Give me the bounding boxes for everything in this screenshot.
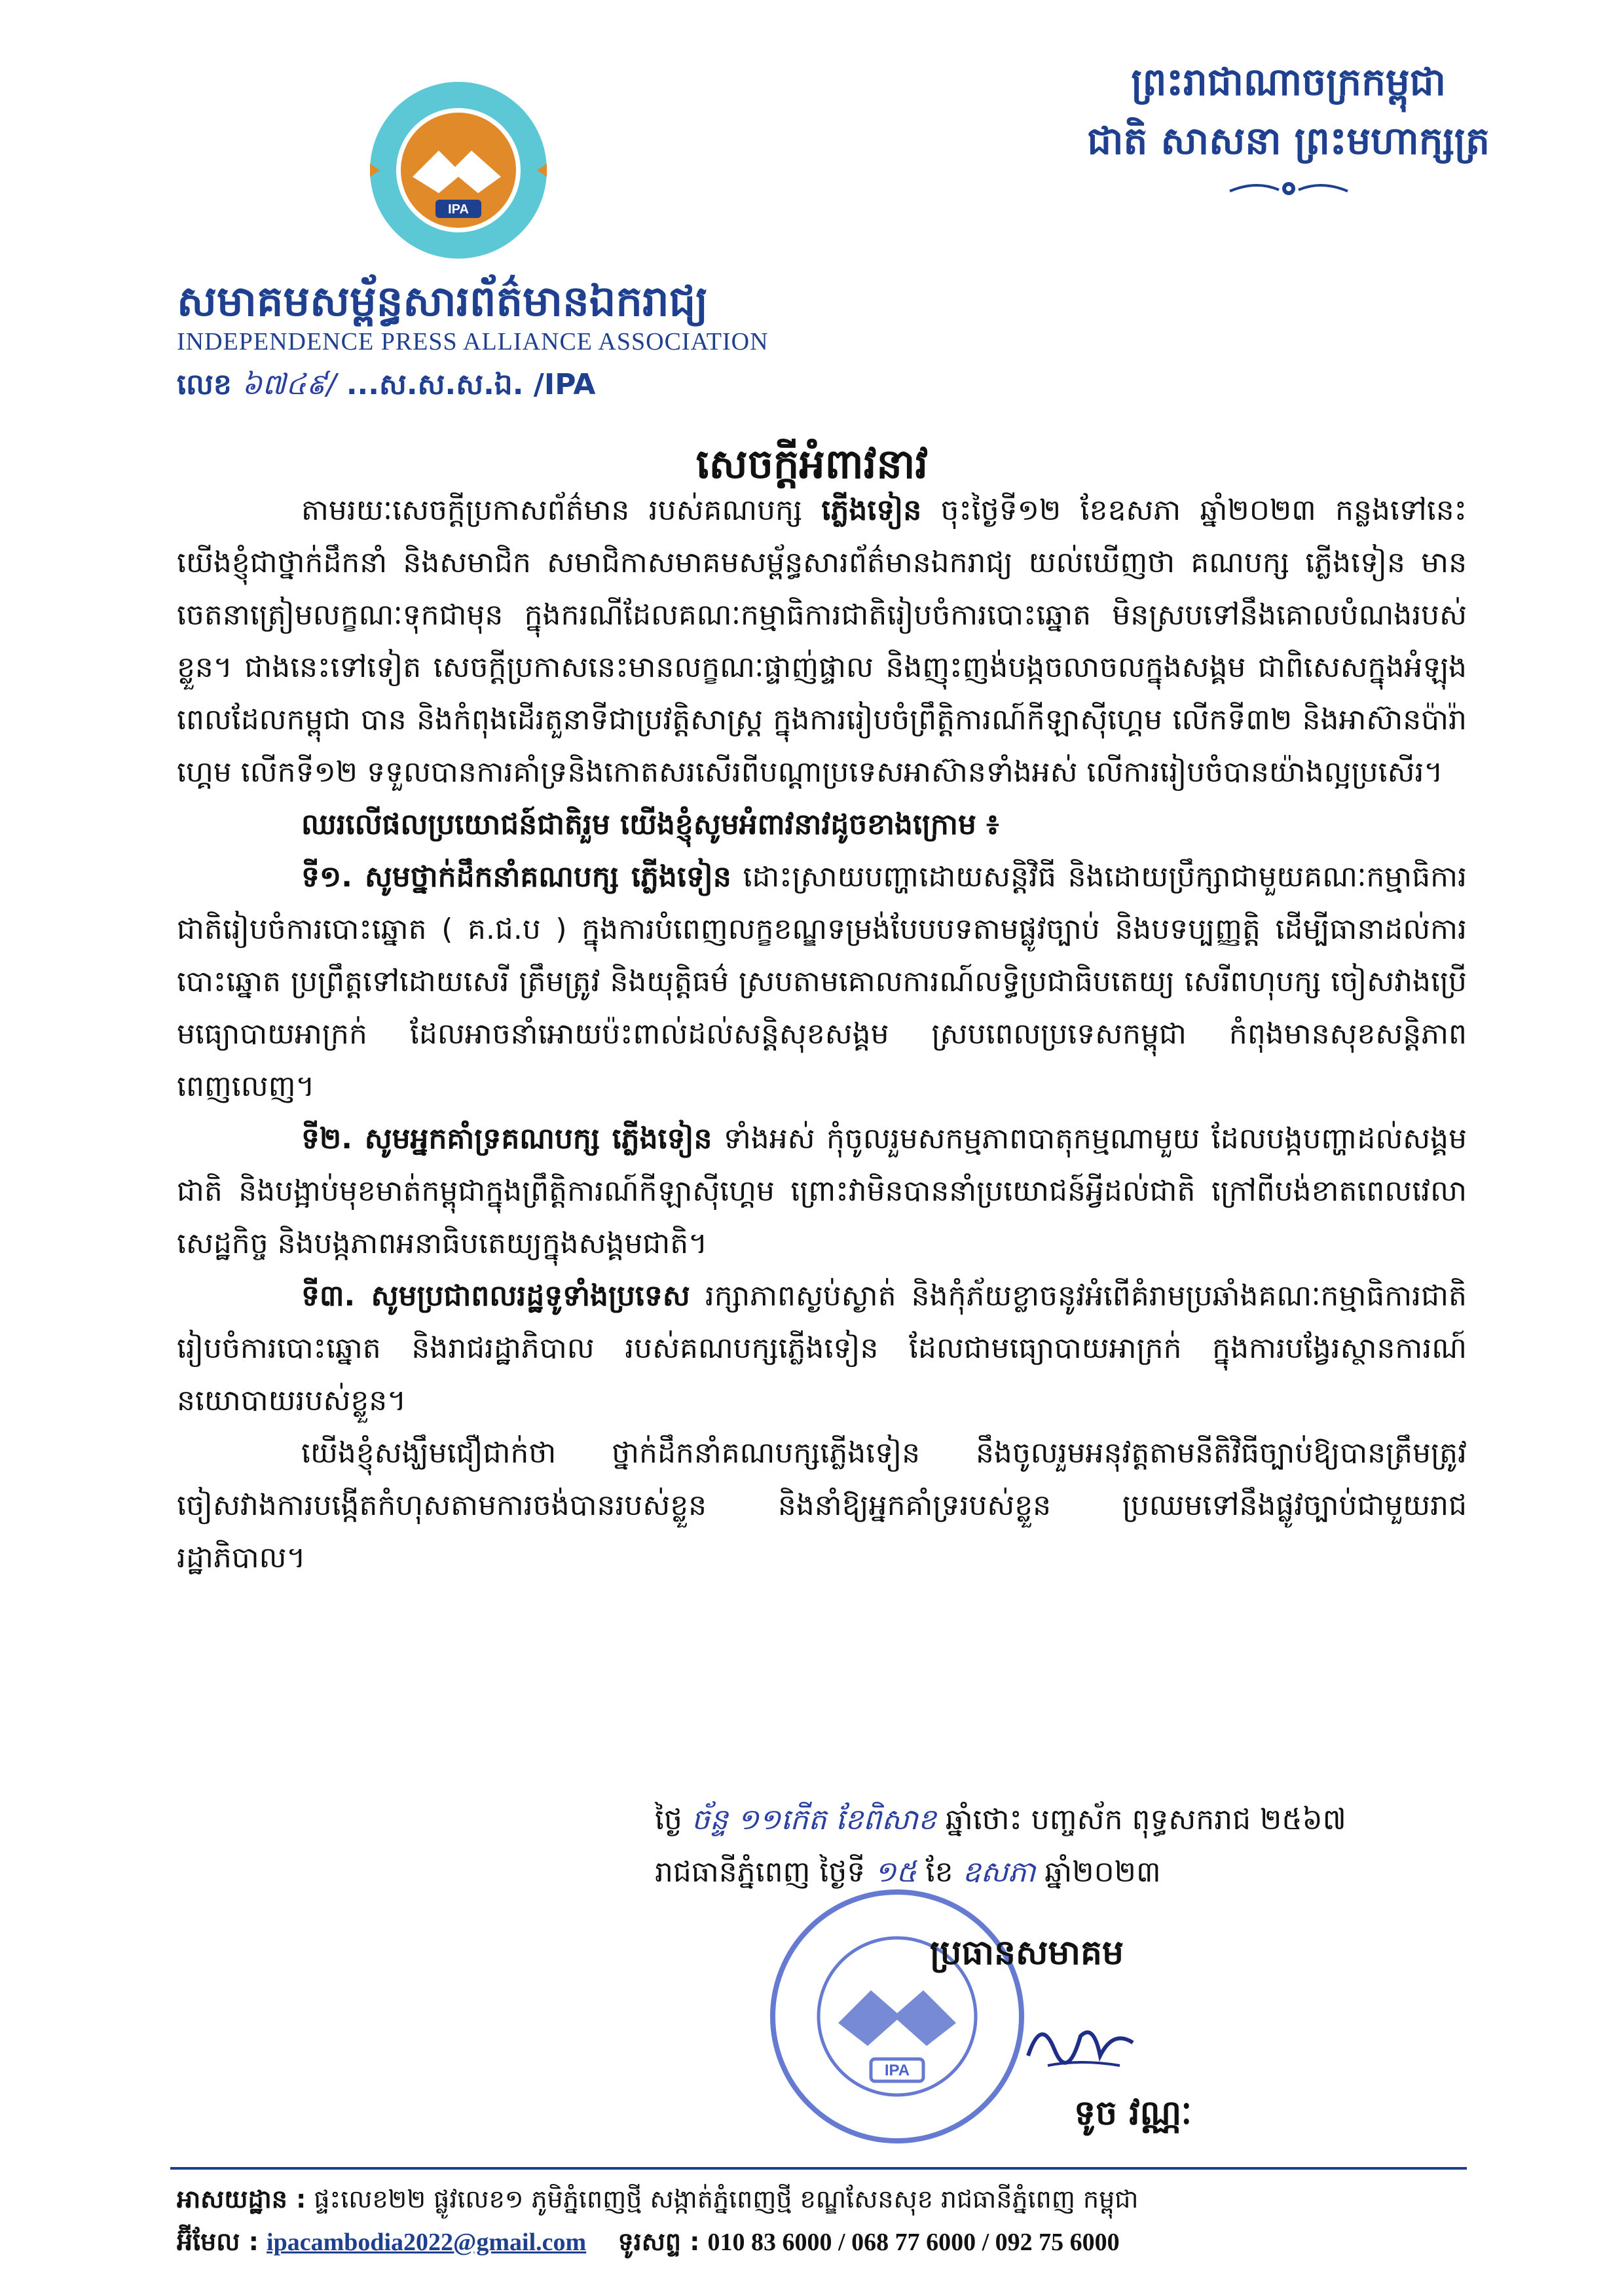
email-label: អ៊ីមែល : — [177, 2227, 259, 2256]
footer-contact — [177, 2226, 1120, 2263]
lunar-handwritten: ច័ន្ទ ១១កើត ខែពិសាខ — [691, 1803, 936, 1836]
seal-abbr: IPA — [884, 2062, 910, 2079]
solar-month-label: ខែ — [925, 1855, 953, 1889]
official-seal — [766, 1886, 1028, 2147]
solar-day: ១៥ — [874, 1855, 917, 1889]
phone-numbers: 010 83 6000 / 068 77 6000 / 092 75 6000 — [707, 2229, 1120, 2256]
intro-text-b: ចុះថ្ងៃទី១២ ខែឧសភា ឆ្នាំ២០២៣ កន្លងទៅនេះ យើងខ្ញុំជាថ្នាក់ដឹកនាំ និងសមាជិក សមាជិកាសមាគមសម្ព័ន្ធសារព័ត៌មានឯករាជ្យ យល់ឃើញថា គណបក្ស ភ្លើងទៀន មានចេតនាត្រៀមលក្ខណៈទុកជាមុន ក្នុងករណីដែលគណៈកម្មាធិការជាតិរៀបចំការបោះឆ្នោត មិនស្របទៅនឹងគោលបំណងរបស់ខ្លួន។ ជាងនេះទៅទៀត សេចក្តីប្រកាសនេះមានលក្ខណៈផ្ទាញ់ផ្ទាល និងញុះញង់បង្កចលាចលក្នុងសង្គម ជាពិសេសក្នុងអំឡុងពេលដែលកម្ពុជា បាន និងកំពុងដើរតួនាទីជាប្រវត្តិសាស្ត្រ ក្នុងការរៀបចំព្រឹត្តិការណ៍កីឡាស៊ីហ្គេម លើកទី៣២ និងអាស៊ានប៉ារ៉ាហ្គេម លើកទី១២ ទទួលបានការគាំទ្រនិងកោតសរសើរពីបណ្តាប្រទេសអាស៊ានទាំងអស់ លើការរៀបចំបានយ៉ាងល្អប្រសើរ។ — [177, 494, 1467, 789]
address-label: អាសយដ្ឋាន : — [177, 2185, 306, 2214]
association-name-kh: សមាគមសម្ព័ន្ធសារព័ត៌មានឯករាជ្យ — [177, 278, 709, 326]
reference-number — [177, 367, 595, 409]
point-3-lead: ទី៣. សូមប្រជាពលរដ្ឋទូទាំងប្រទេស — [301, 1279, 690, 1313]
document-body — [177, 484, 1467, 1584]
paragraph-closing: យើងខ្ញុំសង្ឃឹមជឿជាក់ថា ថ្នាក់ដឹកនាំគណបក្សភ្លើងទៀន នឹងចូលរួមអនុវត្តតាមនីតិវិធីច្បាប់ឱ្យបានត្រឹមត្រូវ ចៀសវាងការបង្កើតកំហុសតាមការចង់បានរបស់ខ្លួន និងនាំឱ្យអ្នកគាំទ្ររបស់ខ្លួន ប្រឈមទៅនឹងផ្លូវច្បាប់ជាមួយរាជរដ្ឋាភិបាល។ — [177, 1436, 1467, 1575]
intro-text-a: តាមរយៈសេចក្តីប្រកាសព័ត៌មាន របស់គណបក្ស — [301, 494, 803, 527]
solar-prefix: រាជធានីភ្នំពេញ ថ្ងៃទី — [655, 1855, 866, 1889]
lunar-date — [655, 1794, 1467, 1846]
ref-suffix: ...ស.ស.ស.ឯ. /IPA — [346, 368, 596, 401]
motto-line: ជាតិ សាសនា ព្រះមហាក្សត្រ — [1087, 118, 1490, 163]
handwritten-signature — [1022, 2003, 1139, 2082]
document-title: សេចក្តីអំពាវនាវ — [695, 440, 929, 488]
kingdom-header — [1087, 52, 1490, 203]
ornament-icon — [1223, 177, 1354, 203]
president-title: ប្រធានសមាគម — [930, 1933, 1124, 1973]
lunar-prefix: ថ្ងៃ — [655, 1803, 682, 1836]
paragraph-point-2 — [177, 1113, 1467, 1270]
point-1-text: ដោះស្រាយបញ្ហាដោយសន្តិវិធី និងដោយប្រឹក្សាជាមួយគណៈកម្មាធិការជាតិរៀបចំការបោះឆ្នោត ( គ.ជ.ប ) ក្នុងការបំពេញលក្ខខណ្ឌទម្រង់បែបបទតាមផ្លូវច្បាប់ និងបទប្បញ្ញត្តិ ដើម្បីធានាដល់ការបោះឆ្នោត ប្រព្រឹត្តទៅដោយសេរី ត្រឹមត្រូវ និងយុត្តិធម៌ ស្របតាមគោលការណ៍លទ្ធិប្រជាធិបតេយ្យ សេរីពហុបក្ស ចៀសវាងប្រើមធ្យោបាយអាក្រក់ ដែលអាចនាំអោយប៉ះពាល់ដល់សន្តិសុខសង្គម ស្របពេលប្រទេសកម្ពុជា កំពុងមានសុខសន្តិភាពពេញលេញ។ — [177, 860, 1467, 1103]
point-2-text: ទាំងអស់ កុំចូលរួមសកម្មភាពបាតុកម្មណាមួយ ដែលបង្កបញ្ហាដល់សង្គមជាតិ និងបង្អាប់មុខមាត់កម្ពុជាក្នុងព្រឹត្តិការណ៍កីឡាស៊ីហ្គេម ព្រោះវាមិនបាននាំប្រយោជន៍អ្វីដល់ជាតិ ក្រៅពីបង់ខាតពេលវេលា សេដ្ឋកិច្ច និងបង្កភាពអនាធិបតេយ្យក្នុងសង្គមជាតិ។ — [177, 1122, 1467, 1260]
paragraph-intro — [177, 484, 1467, 799]
ref-handwritten: ៦៧៤៩/ — [242, 368, 337, 401]
point-1-lead: ទី១. សូមថ្នាក់ដឹកនាំគណបក្ស ភ្លើងទៀន — [301, 860, 731, 894]
footer-address — [177, 2183, 1138, 2220]
party-name: ភ្លើងទៀន — [821, 494, 922, 527]
president-name: ទូច វណ្ណៈ — [1074, 2094, 1192, 2133]
point-3-text: រក្សាភាពស្ងប់ស្ងាត់ និងកុំភ័យខ្លាចនូវអំពើគំរាមប្រឆាំងគណៈកម្មាធិការជាតិរៀបចំការបោះឆ្នោត និងរាជរដ្ឋាភិបាល របស់គណបក្សភ្លើងទៀន ដែលជាមធ្យោបាយអាក្រក់ ក្នុងការបង្វែរស្ថានការណ៍នយោបាយរបស់ខ្លួន។ — [177, 1279, 1467, 1417]
lunar-suffix: ឆ្នាំថោះ បញ្ចស័ក ពុទ្ធសករាជ ២៥៦៧ — [945, 1803, 1346, 1836]
solar-month: ឧសភា — [962, 1855, 1036, 1889]
address-text: ផ្ទះលេខ២២ ផ្លូវលេខ១ ភូមិភ្នំពេញថ្មី សង្កាត់ភ្នំពេញថ្មី ខណ្ឌសែនសុខ រាជធានីភ្នំពេញ កម្ពុជា — [314, 2185, 1139, 2214]
footer-divider — [170, 2167, 1467, 2170]
logo-abbr: IPA — [448, 202, 469, 217]
email-link[interactable]: ipacambodia2022@gmail.com — [267, 2229, 587, 2256]
date-block — [655, 1794, 1467, 1899]
paragraph-point-1 — [177, 851, 1467, 1113]
solar-year: ឆ្នាំ២០២៣ — [1044, 1855, 1161, 1889]
paragraph-point-3 — [177, 1270, 1467, 1427]
ref-prefix: លេខ — [177, 368, 232, 401]
point-2-lead: ទី២. សូមអ្នកគាំទ្រគណបក្ស ភ្លើងទៀន — [301, 1122, 712, 1156]
paragraph-appeal-lead: ឈរលើផលប្រយោជន៍ជាតិរួម យើងខ្ញុំសូមអំពាវនាវដូចខាងក្រោម ៖ — [301, 808, 999, 841]
association-logo — [367, 79, 550, 262]
association-name-en: INDEPENDENCE PRESS ALLIANCE ASSOCIATION — [177, 328, 769, 355]
phone-label: ទូរសព្ទ : — [618, 2227, 700, 2256]
kingdom-line: ព្រះរាជាណាចក្រកម្ពុជា — [1131, 60, 1446, 104]
